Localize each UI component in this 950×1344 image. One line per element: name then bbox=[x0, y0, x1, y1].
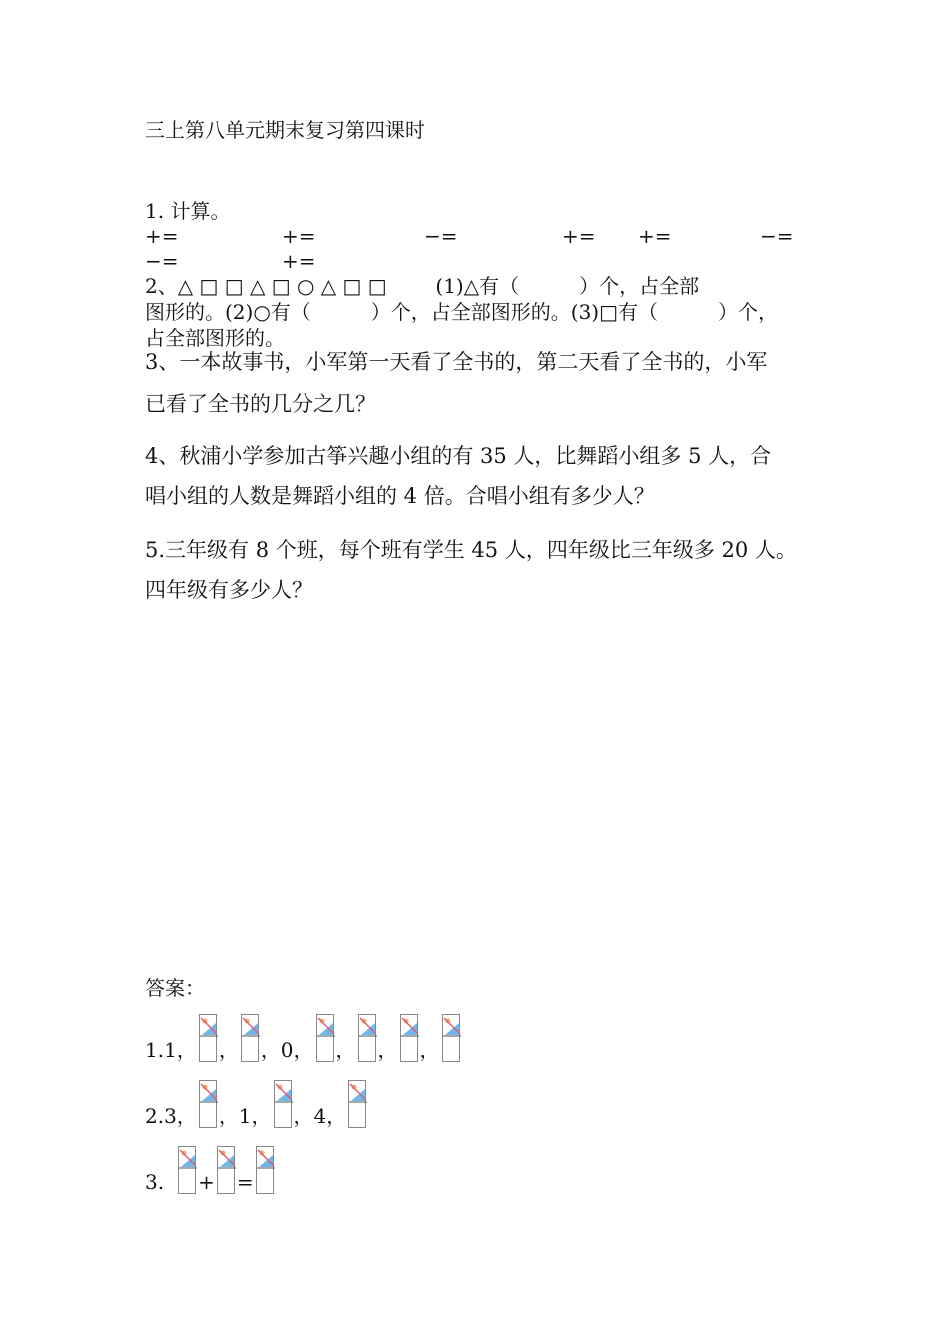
broken-image-icon bbox=[256, 1146, 274, 1194]
question-2-shapes: 2、△ □ □ △ □ ○ △ □ □ bbox=[145, 274, 387, 298]
answer-1-prefix: 1.1， bbox=[145, 1038, 197, 1062]
question-2-line-2: 图形的。(2)○有（ ）个，占全部图形的。(3)□有（ ）个， bbox=[145, 300, 779, 324]
broken-image-icon bbox=[316, 1014, 334, 1062]
answer-2-mid-1: ，1， bbox=[218, 1104, 272, 1128]
question-4-line-2: 唱小组的人数是舞蹈小组的 4 倍。合唱小组有多少人？ bbox=[145, 484, 655, 508]
question-2-line-1 bbox=[145, 274, 699, 298]
broken-image-icon bbox=[199, 1014, 217, 1062]
question-2-part-1: (1)△有（ ）个，占全部 bbox=[435, 274, 700, 298]
calc-expr: += bbox=[638, 224, 672, 248]
answer-2-mid-2: ，4， bbox=[293, 1104, 347, 1128]
question-3-line-2: 已看了全书的几分之几？ bbox=[145, 392, 376, 416]
answer-1-zero: ，0， bbox=[260, 1038, 314, 1062]
broken-image-icon bbox=[217, 1146, 235, 1194]
question-4-line-1: 4、秋浦小学参加古筝兴趣小组的有 35 人，比舞蹈小组多 5 人，合 bbox=[145, 444, 772, 468]
answers-heading: 答案： bbox=[145, 976, 205, 1000]
answer-separator: ， bbox=[419, 1038, 440, 1062]
broken-image-icon bbox=[358, 1014, 376, 1062]
broken-image-icon bbox=[348, 1080, 366, 1128]
calc-expr: += bbox=[282, 249, 316, 273]
broken-image-icon bbox=[442, 1014, 460, 1062]
answer-1-row bbox=[145, 1012, 462, 1062]
calc-expr: −= bbox=[145, 249, 179, 273]
answer-3-prefix: 3. bbox=[145, 1170, 165, 1194]
question-5-line-2: 四年级有多少人？ bbox=[145, 578, 313, 602]
answer-2-row bbox=[145, 1078, 368, 1128]
question-3-line-1: 3、一本故事书，小军第一天看了全书的，第二天看了全书的，小军 bbox=[145, 350, 768, 374]
calc-expr: += bbox=[282, 224, 316, 248]
calc-expr: −= bbox=[424, 224, 458, 248]
answer-2-prefix: 2.3， bbox=[145, 1104, 197, 1128]
answer-3-plus: + bbox=[198, 1170, 215, 1194]
answer-separator: ， bbox=[335, 1038, 356, 1062]
calc-expr: += bbox=[562, 224, 596, 248]
answer-3-equals: = bbox=[236, 1170, 254, 1194]
broken-image-icon bbox=[241, 1014, 259, 1062]
question-1-heading: 1. 计算。 bbox=[145, 199, 231, 223]
question-5-line-1: 5.三年级有 8 个班，每个班有学生 45 人，四年级比三年级多 20 人。 bbox=[145, 538, 797, 562]
broken-image-icon bbox=[400, 1014, 418, 1062]
answer-separator: ， bbox=[377, 1038, 398, 1062]
calc-expr: += bbox=[145, 224, 179, 248]
question-2-line-3: 占全部图形的。 bbox=[145, 326, 285, 350]
broken-image-icon bbox=[199, 1080, 217, 1128]
broken-image-icon bbox=[178, 1146, 196, 1194]
answer-separator: ， bbox=[218, 1038, 239, 1062]
broken-image-icon bbox=[274, 1080, 292, 1128]
page-title: 三上第八单元期末复习第四课时 bbox=[145, 118, 425, 142]
calc-expr: −= bbox=[760, 224, 794, 248]
answer-3-row bbox=[145, 1144, 276, 1194]
